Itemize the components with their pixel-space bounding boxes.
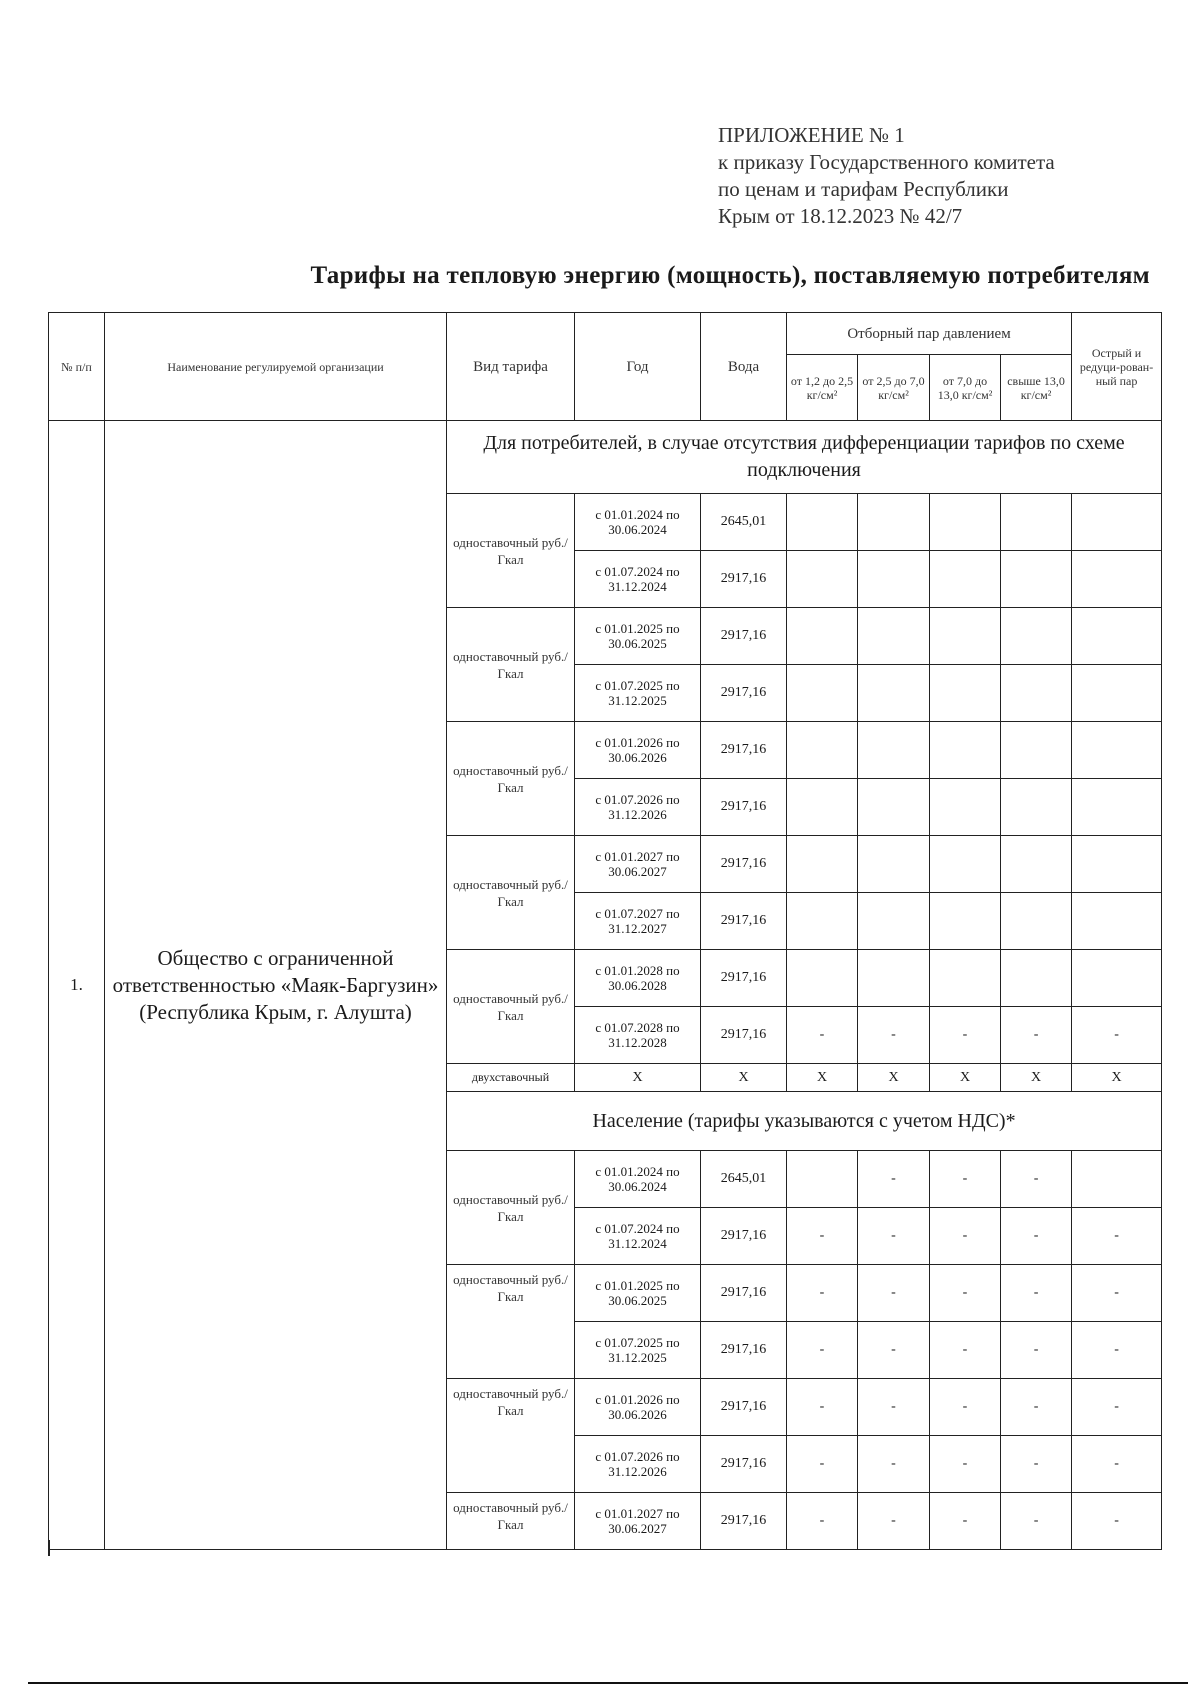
row-number: 1.	[49, 421, 105, 1550]
period-cell: с 01.01.2024 по 30.06.2024	[575, 1151, 701, 1208]
table-continuation-line	[48, 1540, 50, 1556]
tariff-table	[48, 312, 1162, 1550]
steam-2-value: -	[858, 1208, 930, 1265]
water-value: 2917,16	[701, 551, 787, 608]
steam-3-value	[930, 551, 1001, 608]
header-row	[49, 313, 1162, 355]
steam-2-value	[858, 836, 930, 893]
section-title: Население (тарифы указываются с учетом НДС)*	[447, 1092, 1162, 1151]
steam-2-value: -	[858, 1007, 930, 1064]
steam-1-value: -	[787, 1007, 858, 1064]
steam-4-value: -	[1001, 1322, 1072, 1379]
period-cell: с 01.01.2025 по 30.06.2025	[575, 1265, 701, 1322]
steam-4-value: -	[1001, 1007, 1072, 1064]
steam-2-value	[858, 665, 930, 722]
organization-name: Общество с ограниченной ответственностью «Маяк-Баргузин» (Республика Крым, г. Алушта)	[105, 421, 447, 1550]
appendix-line: по ценам и тарифам Республики	[718, 177, 1009, 201]
water-value: 2917,16	[701, 779, 787, 836]
steam-2-value: -	[858, 1265, 930, 1322]
tariff-type: одноставочный руб./Гкал	[447, 950, 575, 1064]
steam-2-value	[858, 722, 930, 779]
header-steam-4: свыше 13,0 кг/см²	[1001, 355, 1072, 421]
sharp-steam-value	[1072, 893, 1162, 950]
steam-1-value	[787, 779, 858, 836]
tariff-type: одноставочный руб./Гкал	[447, 836, 575, 950]
steam-2-value	[858, 893, 930, 950]
water-value: 2917,16	[701, 950, 787, 1007]
steam-2-value: -	[858, 1379, 930, 1436]
period-cell: с 01.01.2026 по 30.06.2026	[575, 1379, 701, 1436]
steam-1-value: -	[787, 1493, 858, 1550]
sharp-steam-value: -	[1072, 1007, 1162, 1064]
sharp-steam-value	[1072, 722, 1162, 779]
two-part-label: двухставочный	[447, 1064, 575, 1092]
steam-2-value	[858, 494, 930, 551]
header-type: Вид тарифа	[447, 313, 575, 421]
sharp-steam-value	[1072, 779, 1162, 836]
steam-4-value	[1001, 950, 1072, 1007]
steam-4-value	[1001, 608, 1072, 665]
water-value: 2645,01	[701, 1151, 787, 1208]
sharp-steam-value	[1072, 608, 1162, 665]
period-cell: с 01.01.2026 по 30.06.2026	[575, 722, 701, 779]
steam-4-value: -	[1001, 1436, 1072, 1493]
water-value: 2917,16	[701, 1007, 787, 1064]
steam-3-value: -	[930, 1322, 1001, 1379]
period-cell: с 01.07.2024 по 31.12.2024	[575, 1208, 701, 1265]
steam-3-value: -	[930, 1208, 1001, 1265]
steam-3-value: -	[930, 1265, 1001, 1322]
sharp-steam-value	[1072, 551, 1162, 608]
sharp-steam-value	[1072, 665, 1162, 722]
steam-1-value	[787, 893, 858, 950]
steam-2-value	[858, 950, 930, 1007]
steam-3-value	[930, 779, 1001, 836]
tariff-type: одноставочный руб./Гкал	[447, 722, 575, 836]
water-value: 2917,16	[701, 836, 787, 893]
steam-1-value: -	[787, 1322, 858, 1379]
steam-1-value: -	[787, 1208, 858, 1265]
water-value: 2917,16	[701, 1322, 787, 1379]
steam-3-value: -	[930, 1493, 1001, 1550]
section-row	[49, 421, 1162, 494]
steam-1-value	[787, 494, 858, 551]
header-steam-1: от 1,2 до 2,5 кг/см²	[787, 355, 858, 421]
tariff-type: одноставочный руб./Гкал	[447, 1379, 575, 1493]
header-year: Год	[575, 313, 701, 421]
steam-1-value: X	[787, 1064, 858, 1092]
steam-4-value: -	[1001, 1379, 1072, 1436]
period-cell: с 01.07.2028 по 31.12.2028	[575, 1007, 701, 1064]
steam-1-value	[787, 836, 858, 893]
period-cell: с 01.01.2025 по 30.06.2025	[575, 608, 701, 665]
steam-4-value	[1001, 551, 1072, 608]
steam-2-value	[858, 608, 930, 665]
sharp-steam-value	[1072, 1151, 1162, 1208]
period-cell: X	[575, 1064, 701, 1092]
water-value: 2917,16	[701, 1493, 787, 1550]
appendix-line: к приказу Государственного комитета	[718, 150, 1055, 174]
steam-3-value: X	[930, 1064, 1001, 1092]
steam-1-value	[787, 950, 858, 1007]
steam-2-value	[858, 551, 930, 608]
steam-3-value: -	[930, 1436, 1001, 1493]
steam-4-value	[1001, 665, 1072, 722]
sharp-steam-value: -	[1072, 1379, 1162, 1436]
steam-3-value	[930, 836, 1001, 893]
steam-4-value	[1001, 836, 1072, 893]
water-value: 2917,16	[701, 1436, 787, 1493]
steam-3-value: -	[930, 1379, 1001, 1436]
header-num: № п/п	[49, 313, 105, 421]
steam-2-value: -	[858, 1322, 930, 1379]
sharp-steam-value: -	[1072, 1265, 1162, 1322]
header-steam-group: Отборный пар давлением	[787, 313, 1072, 355]
period-cell: с 01.01.2027 по 30.06.2027	[575, 836, 701, 893]
steam-4-value	[1001, 893, 1072, 950]
water-value: 2645,01	[701, 494, 787, 551]
appendix-line: ПРИЛОЖЕНИЕ № 1	[718, 123, 905, 147]
appendix-line: Крым от 18.12.2023 № 42/7	[718, 204, 963, 228]
steam-3-value	[930, 893, 1001, 950]
steam-1-value	[787, 665, 858, 722]
steam-3-value	[930, 722, 1001, 779]
steam-4-value: -	[1001, 1151, 1072, 1208]
header-steam-2: от 2,5 до 7,0 кг/см²	[858, 355, 930, 421]
steam-4-value: -	[1001, 1208, 1072, 1265]
steam-3-value	[930, 494, 1001, 551]
document-title: Тарифы на тепловую энергию (мощность), поставляемую потребителям	[310, 262, 1150, 289]
steam-3-value	[930, 608, 1001, 665]
sharp-steam-value	[1072, 494, 1162, 551]
steam-1-value	[787, 551, 858, 608]
period-cell: с 01.01.2027 по 30.06.2027	[575, 1493, 701, 1550]
header-water: Вода	[701, 313, 787, 421]
water-value: 2917,16	[701, 1265, 787, 1322]
tariff-type: одноставочный руб./Гкал	[447, 1151, 575, 1265]
period-cell: с 01.07.2024 по 31.12.2024	[575, 551, 701, 608]
steam-1-value: -	[787, 1379, 858, 1436]
steam-1-value: -	[787, 1436, 858, 1493]
steam-4-value	[1001, 494, 1072, 551]
tariff-type: одноставочный руб./Гкал	[447, 494, 575, 608]
steam-1-value	[787, 722, 858, 779]
steam-2-value: -	[858, 1493, 930, 1550]
steam-1-value	[787, 1151, 858, 1208]
tariff-type: одноставочный руб./Гкал	[447, 1265, 575, 1379]
steam-2-value	[858, 779, 930, 836]
steam-3-value: -	[930, 1151, 1001, 1208]
steam-3-value	[930, 950, 1001, 1007]
water-value: 2917,16	[701, 665, 787, 722]
water-value: 2917,16	[701, 1379, 787, 1436]
sharp-steam-value	[1072, 950, 1162, 1007]
sharp-steam-value	[1072, 836, 1162, 893]
appendix-header	[718, 122, 1055, 230]
steam-2-value: -	[858, 1151, 930, 1208]
period-cell: с 01.07.2027 по 31.12.2027	[575, 893, 701, 950]
water-value: 2917,16	[701, 608, 787, 665]
period-cell: с 01.07.2026 по 31.12.2026	[575, 1436, 701, 1493]
sharp-steam-value: -	[1072, 1493, 1162, 1550]
steam-3-value: -	[930, 1007, 1001, 1064]
tariff-type: одноставочный руб./Гкал	[447, 608, 575, 722]
page-bottom-rule	[28, 1682, 1188, 1684]
steam-4-value: -	[1001, 1493, 1072, 1550]
sharp-steam-value: -	[1072, 1208, 1162, 1265]
header-steam-3: от 7,0 до 13,0 кг/см²	[930, 355, 1001, 421]
period-cell: с 01.07.2025 по 31.12.2025	[575, 1322, 701, 1379]
water-value: 2917,16	[701, 1208, 787, 1265]
water-value: X	[701, 1064, 787, 1092]
period-cell: с 01.01.2028 по 30.06.2028	[575, 950, 701, 1007]
steam-4-value	[1001, 779, 1072, 836]
steam-4-value: X	[1001, 1064, 1072, 1092]
sharp-steam-value: -	[1072, 1322, 1162, 1379]
section-title: Для потребителей, в случае отсутствия дифференциации тарифов по схеме подключения	[447, 421, 1162, 494]
tariff-type: одноставочный руб./Гкал	[447, 1493, 575, 1550]
header-sharp-steam: Острый и редуци-рован-ный пар	[1072, 313, 1162, 421]
steam-1-value: -	[787, 1265, 858, 1322]
steam-2-value: -	[858, 1436, 930, 1493]
sharp-steam-value: -	[1072, 1436, 1162, 1493]
period-cell: с 01.01.2024 по 30.06.2024	[575, 494, 701, 551]
water-value: 2917,16	[701, 722, 787, 779]
water-value: 2917,16	[701, 893, 787, 950]
sharp-steam-value: X	[1072, 1064, 1162, 1092]
steam-2-value: X	[858, 1064, 930, 1092]
header-org: Наименование регулируемой организации	[105, 313, 447, 421]
steam-1-value	[787, 608, 858, 665]
steam-4-value	[1001, 722, 1072, 779]
steam-3-value	[930, 665, 1001, 722]
period-cell: с 01.07.2025 по 31.12.2025	[575, 665, 701, 722]
period-cell: с 01.07.2026 по 31.12.2026	[575, 779, 701, 836]
steam-4-value: -	[1001, 1265, 1072, 1322]
